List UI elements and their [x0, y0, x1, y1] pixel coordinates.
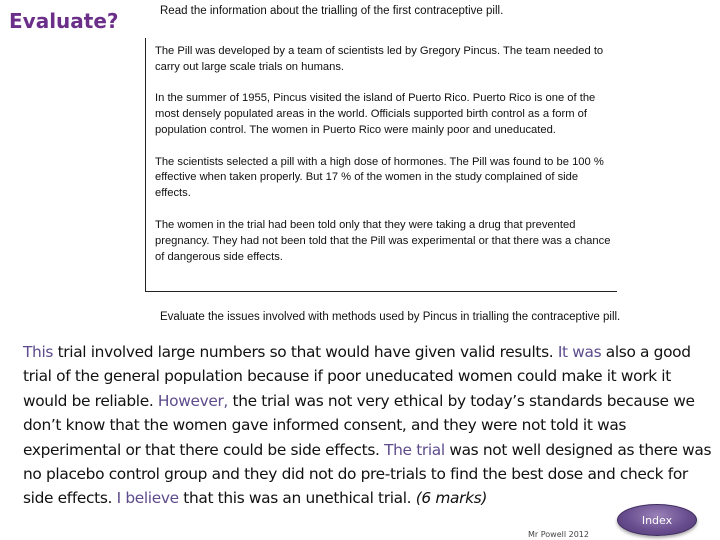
author-credit: Mr Powell 2012 — [528, 530, 589, 539]
info-paragraph: In the summer of 1955, Pincus visited the island of Puerto Rico. Puerto Rico is one of the most densely populated areas in the world. Officials supported birth control as a form of population control. The women in Puerto Rico were mainly poor and uneducated. — [155, 92, 596, 137]
answer-sentence: also a good trial of the general population because if poor uneducated women could make it work it would be reliable. — [23, 343, 691, 410]
connective-i-believe: I believe — [116, 489, 179, 508]
info-paragraph: The Pill was developed by a team of scientists led by Gregory Pincus. The team needed to carry out large scale trials on humans. — [155, 45, 604, 73]
answer-sentence: was not well designed as there was no placebo control group and they did not do pre-trials to find the best dose and check for side effects. — [23, 440, 712, 508]
marks-label: (6 marks) — [415, 489, 487, 508]
connective-the-trial: The trial — [384, 440, 445, 459]
connective-however: However, — [157, 391, 228, 410]
page-title: Evaluate? — [9, 9, 119, 33]
model-answer — [23, 340, 713, 511]
info-paragraph: The scientists selected a pill with a high dose of hormones. The Pill was found to be 100 % effective when taken properly. But 17 % of the women in the study complained of side effects. — [155, 155, 604, 200]
intro-instruction: Read the information about the trialling of the first contraceptive pill. — [160, 5, 504, 17]
connective-this: This — [23, 343, 54, 361]
answer-sentence: that this was an unethical trial. — [178, 489, 416, 508]
answer-sentence: trial involved large numbers so that would have given valid results. — [53, 343, 558, 361]
index-button[interactable]: Index — [617, 504, 697, 536]
info-paragraph: The women in the trial had been told only that they were taking a drug that prevented pregnancy. They had not been told that the Pill was experimental or that there was a chance of dangerous side effects. — [155, 218, 611, 263]
info-box — [145, 38, 617, 292]
answer-sentence: the trial was not very ethical by today’s standards because we don’t know that the women gave informed consent, and they were not told it was experimental or that there could be side effects. — [23, 391, 695, 459]
question-prompt: Evaluate the issues involved with methods used by Pincus in trialling the contraceptive pill. — [160, 311, 621, 323]
connective-it-was: It was — [557, 343, 602, 361]
